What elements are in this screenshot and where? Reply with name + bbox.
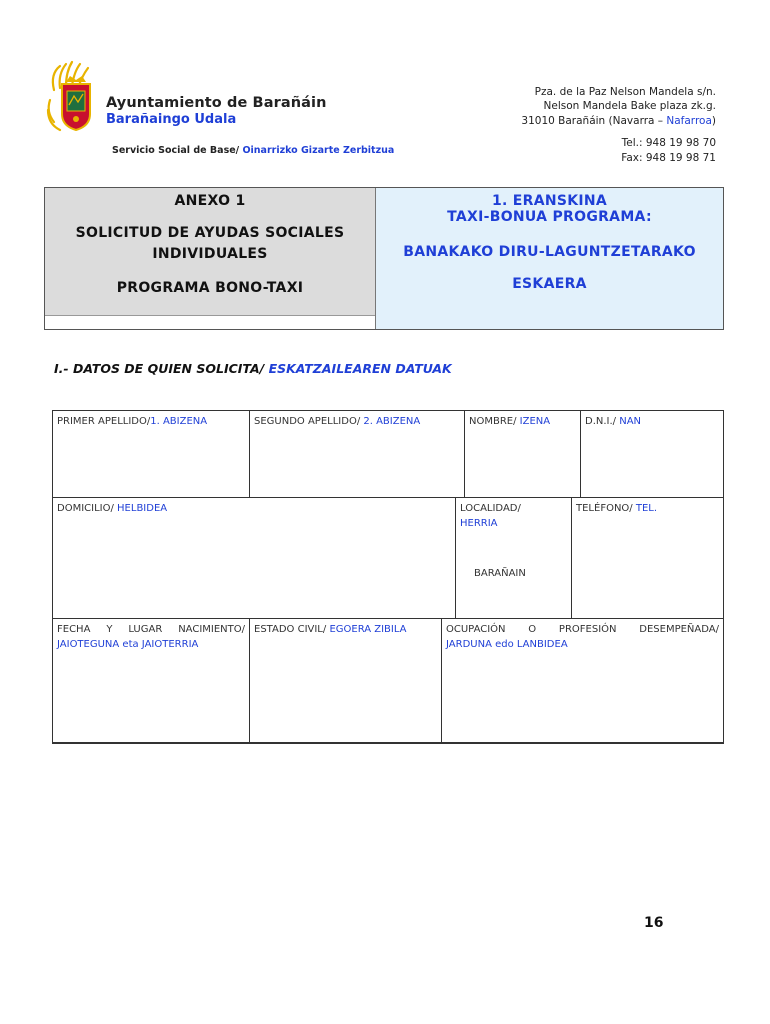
section-heading-es: I.- DATOS DE QUIEN SOLICITA/ — [54, 361, 269, 376]
title-basque-panel — [376, 188, 723, 329]
title-right-line4: ESKAERA — [512, 276, 587, 292]
section-heading — [54, 361, 452, 376]
field-label-eu: EGOERA ZIBILA — [329, 624, 407, 635]
field-label-eu: HERRIA — [460, 518, 498, 529]
field-localidad[interactable] — [456, 498, 571, 618]
field-label-es: ESTADO CIVIL/ — [254, 624, 330, 635]
service-es: Servicio Social de Base/ — [112, 145, 243, 156]
title-left-line4: PROGRAMA BONO-TAXI — [116, 280, 304, 296]
title-left-line1: ANEXO 1 — [174, 193, 246, 209]
field-label-es: LOCALIDAD/ — [460, 503, 521, 514]
field-label-eu: 2. ABIZENA — [363, 416, 421, 427]
address-line-3-b: Nafarroa — [666, 115, 712, 127]
field-label-eu: TEL. — [635, 503, 658, 514]
title-right-line1: 1. ERANSKINA — [491, 193, 608, 209]
field-label-es: TELÉFONO/ — [576, 503, 636, 514]
field-label-es: SEGUNDO APELLIDO/ — [254, 416, 364, 427]
field-domicilio[interactable] — [53, 498, 455, 618]
field-label-eu: 1. ABIZENA — [150, 416, 208, 427]
address-line-3-a: 31010 Barañáin (Navarra – — [521, 115, 667, 127]
field-label-eu: HELBIDEA — [117, 503, 168, 514]
field-label-es: NOMBRE/ — [469, 416, 520, 427]
title-left-strip — [45, 315, 375, 329]
field-telefono[interactable] — [572, 498, 723, 618]
field-estado-civil[interactable] — [250, 619, 441, 743]
field-label-es: D.N.I./ — [585, 416, 620, 427]
field-label-es: DOMICILIO/ — [57, 503, 118, 514]
field-label-es: OCUPACIÓN O PROFESIÓN DESEMPEÑADA/ — [446, 624, 719, 635]
field-label-es: PRIMER APELLIDO/ — [57, 416, 151, 427]
field-label-eu: JAIOTEGUNA eta JAIOTERRIA — [57, 639, 199, 650]
field-label-eu: IZENA — [519, 416, 551, 427]
org-name: Ayuntamiento de Barañáin — [106, 95, 327, 111]
field-segundo-apellido[interactable] — [250, 411, 464, 497]
localidad-value: BARAÑAIN — [474, 568, 526, 579]
field-label-eu: NAN — [619, 416, 642, 427]
field-label-es: FECHA Y LUGAR NACIMIENTO/ — [57, 624, 245, 635]
field-label-eu: JARDUNA edo LANBIDEA — [446, 639, 568, 650]
address-line-3 — [521, 115, 716, 127]
title-right-line3: BANAKAKO DIRU-LAGUNTZETARAKO — [403, 244, 696, 260]
field-primer-apellido[interactable] — [53, 411, 249, 497]
field-nombre[interactable] — [465, 411, 580, 497]
field-dni[interactable] — [581, 411, 723, 497]
title-spanish-panel — [45, 188, 376, 329]
service-line — [112, 145, 394, 156]
telephone: Tel.: 948 19 98 70 — [621, 137, 716, 149]
service-eu: Oinarrizko Gizarte Zerbitzua — [242, 145, 395, 156]
address-line-3-c: ) — [711, 115, 716, 127]
page-number: 16 — [644, 915, 664, 931]
applicant-form — [52, 410, 724, 744]
title-right-line2: TAXI-BONUA PROGRAMA: — [447, 209, 652, 225]
address-line-2: Nelson Mandela Bake plaza zk.g. — [543, 100, 716, 112]
section-heading-eu: ESKATZAILEAREN DATUAK — [268, 361, 452, 376]
coat-of-arms-icon — [44, 60, 106, 136]
address-line-1: Pza. de la Paz Nelson Mandela s/n. — [534, 86, 716, 98]
field-fecha-lugar-nacimiento[interactable] — [53, 619, 249, 743]
org-name-basque: Barañaingo Udala — [106, 112, 237, 127]
fax: Fax: 948 19 98 71 — [621, 152, 716, 164]
title-left-line3: INDIVIDUALES — [152, 246, 268, 262]
field-ocupacion[interactable] — [442, 619, 723, 743]
title-box — [44, 187, 724, 330]
title-left-line2: SOLICITUD DE AYUDAS SOCIALES — [75, 225, 345, 241]
